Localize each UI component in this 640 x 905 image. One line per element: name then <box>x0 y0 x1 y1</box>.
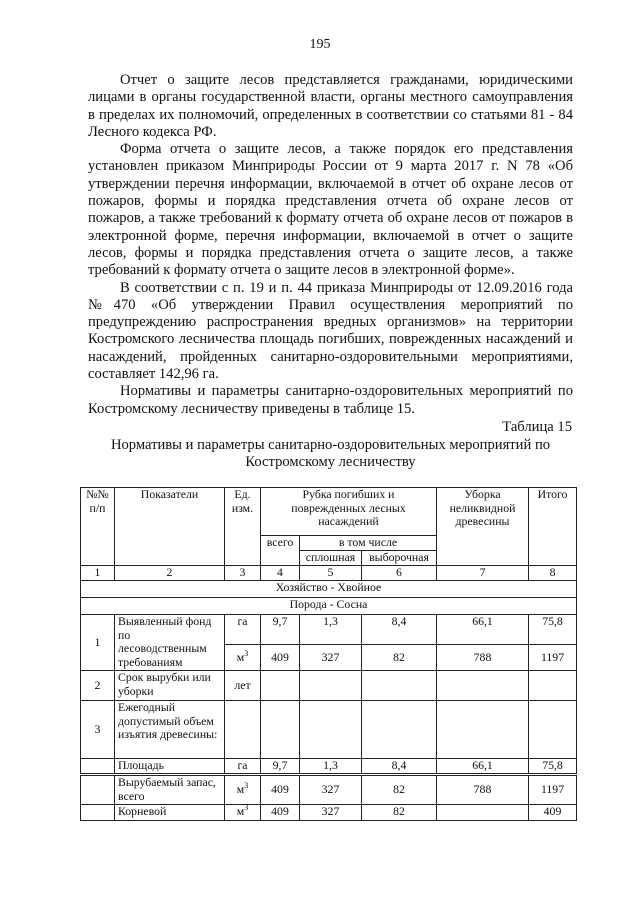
cell-clear: 327 <box>300 645 362 671</box>
cell-cleanup: 788 <box>437 645 529 671</box>
header-row <box>81 488 577 536</box>
column-numbers-row <box>81 566 577 581</box>
cell-unit: $м^3$ <box>225 805 261 821</box>
cell-unit: $м^3$ <box>225 775 261 805</box>
col-number: 1 <box>81 566 115 581</box>
cell-itogo: 409 <box>529 805 577 821</box>
paragraph-3: В соответствии с п. 19 и п. 44 приказа Минприроды от 12.09.2016 года №470 «Об утверждении Правил осуществления мероприятий по предупреждению распространения вредных организмов» на территории Костромского лесничества площадь погибших, поврежденных насаждений и насаждений, пройденных санитарно-оздоровительными мероприятиями, составляет 142,96 га. <box>88 279 573 383</box>
cell-selective: 8,4 <box>362 759 437 775</box>
row-indicator: Вырубаемый запас, всего <box>115 775 225 805</box>
cell-cleanup: 66,1 <box>437 615 529 645</box>
section-row: Хозяйство - Хвойное <box>81 581 577 598</box>
cell-unit: га <box>225 615 261 645</box>
cell-itogo: 75,8 <box>529 615 577 645</box>
paragraph-2: Форма отчета о защите лесов, а также порядок его представления установлен приказом Минприроды России от 9 марта 2017 г. N 78 «Об утверждении перечня информации, включаемой в отчет об охране лесов от пожаров, формы и порядка представления отчета об охране лесов от пожаров, а также требований к формату отчета об охране лесов от пожаров в электронной форме, перечня информации, включаемой в отчет о защите лесов, формы и порядка представления отчета о защите лесов, а также требований к формату отчета о защите лесов в электронной форме». <box>88 141 573 279</box>
cell-selective: 82 <box>362 775 437 805</box>
cell-selective: 8,4 <box>362 615 437 645</box>
row-indicator: Выявленный фонд по лесоводственным требованиям <box>115 615 225 671</box>
cell-cleanup <box>437 805 529 821</box>
row-num: 2 <box>81 671 115 701</box>
header-unit: Ед. изм. <box>225 488 261 566</box>
row-indicator: Площадь <box>115 759 225 775</box>
row-indicator: Корневой <box>115 805 225 821</box>
col-number: 5 <box>300 566 362 581</box>
table-row <box>81 759 577 775</box>
cell-total: 409 <box>261 775 300 805</box>
paragraph-1: Отчет о защите лесов представляется гражданами, юридическими лицами в органы государственной власти, органы местного самоуправления в пределах их полномочий, определенных в соответствии со статьями 81 - 84 Лесного кодекса РФ. <box>88 72 573 140</box>
table-row <box>81 775 577 805</box>
header-incl: в том числе <box>300 536 437 551</box>
cell-total: 9,7 <box>261 615 300 645</box>
cell-selective: 82 <box>362 805 437 821</box>
header-cleanup: Уборка неликвидной древесины <box>437 488 529 566</box>
paragraph-4: Нормативы и параметры санитарно-оздоровительных мероприятий по Костромскому лесничеству приведены в таблице 15. <box>88 383 573 417</box>
cell-unit: $м^3$ <box>225 645 261 671</box>
cell-total: 9,7 <box>261 759 300 775</box>
cell-total: 409 <box>261 645 300 671</box>
header-indicators: Показатели <box>115 488 225 566</box>
col-number: 7 <box>437 566 529 581</box>
header-clear: сплошная <box>300 551 362 566</box>
cell-selective: 82 <box>362 645 437 671</box>
cell-cleanup: 788 <box>437 775 529 805</box>
col-number: 6 <box>362 566 437 581</box>
species-row: Порода - Сосна <box>81 598 577 615</box>
cell-cleanup: 66,1 <box>437 759 529 775</box>
row-indicator: Ежегодный допустимый объем изъятия древесины: <box>115 701 225 759</box>
table-row <box>81 671 577 701</box>
row-indicator: Срок вырубки или уборки <box>115 671 225 701</box>
col-number: 8 <box>529 566 577 581</box>
cell-clear: 1,3 <box>300 759 362 775</box>
norms-table <box>80 487 577 821</box>
cell-clear: 327 <box>300 805 362 821</box>
table-title: Нормативы и параметры санитарно-оздоровительных мероприятий по Костромскому лесничеству <box>110 437 551 471</box>
page-number: 195 <box>309 37 331 52</box>
cell-itogo: 1197 <box>529 645 577 671</box>
header-felling: Рубка погибших и поврежденных лесных насаждений <box>261 488 437 536</box>
header-itogo: Итого <box>529 488 577 566</box>
body-text <box>88 72 573 418</box>
cell-unit: лет <box>225 671 261 701</box>
table-row <box>81 701 577 759</box>
cell-itogo: 75,8 <box>529 759 577 775</box>
row-num: 3 <box>81 701 115 759</box>
cell-clear: 1,3 <box>300 615 362 645</box>
cell-unit: га <box>225 759 261 775</box>
row-num: 1 <box>81 615 115 671</box>
table-row <box>81 615 577 645</box>
col-number: 4 <box>261 566 300 581</box>
header-total: всего <box>261 536 300 566</box>
col-number: 2 <box>115 566 225 581</box>
cell-total: 409 <box>261 805 300 821</box>
table-row <box>81 805 577 821</box>
cell-clear: 327 <box>300 775 362 805</box>
header-selective: выборочная <box>362 551 437 566</box>
cell-itogo: 1197 <box>529 775 577 805</box>
table-label: Таблица 15 <box>502 419 572 435</box>
header-num: №№ п/п <box>81 488 115 566</box>
col-number: 3 <box>225 566 261 581</box>
